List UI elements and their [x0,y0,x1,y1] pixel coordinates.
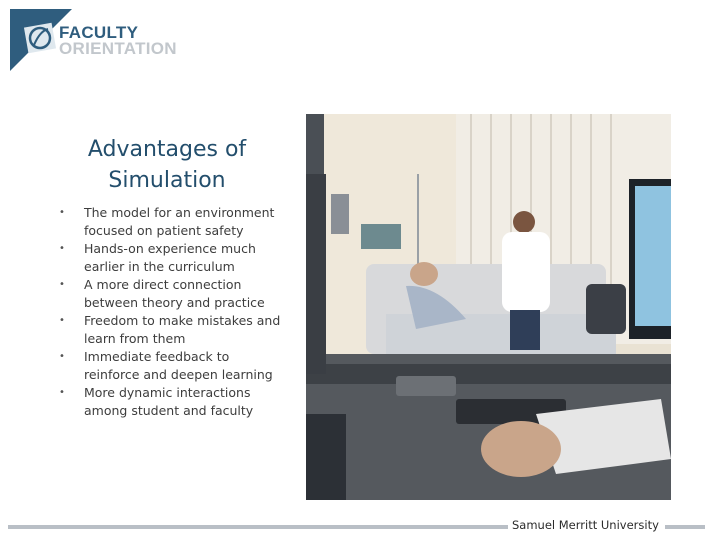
bullet-text: Immediate feedback to reinforce and deepen learning [84,349,273,382]
bullet-item [56,348,288,384]
bullet-item [56,240,288,276]
footer-rule-left [8,525,508,529]
bullet-list [56,204,288,420]
bullet-text: More dynamic interactions among student and faculty [84,385,254,418]
simulation-lab-photo [306,114,671,500]
logo-text-line2: ORIENTATION [59,39,177,58]
bullet-item [56,384,288,420]
bullet-text: Hands-on experience much earlier in the curriculum [84,241,256,274]
bullet-icon: • [59,279,65,290]
bullet-icon: • [59,243,65,254]
bullet-text: A more direct connection between theory and practice [84,277,265,310]
footer-rule-right [665,525,705,529]
bullet-text: The model for an environment focused on patient safety [84,205,275,238]
bullet-item [56,276,288,312]
bullet-item [56,312,288,348]
bullet-icon: • [59,207,65,218]
bullet-icon: • [59,387,65,398]
bullet-icon: • [59,351,65,362]
bullet-item [56,204,288,240]
bullet-icon: • [59,315,65,326]
logo-text-line1: FACULTY [59,23,139,42]
faculty-orientation-logo [10,9,190,71]
bullet-text: Freedom to make mistakes and learn from them [84,313,281,346]
slide-title: Advantages of Simulation [87,137,247,193]
footer-university-name: Samuel Merritt University [512,518,659,532]
